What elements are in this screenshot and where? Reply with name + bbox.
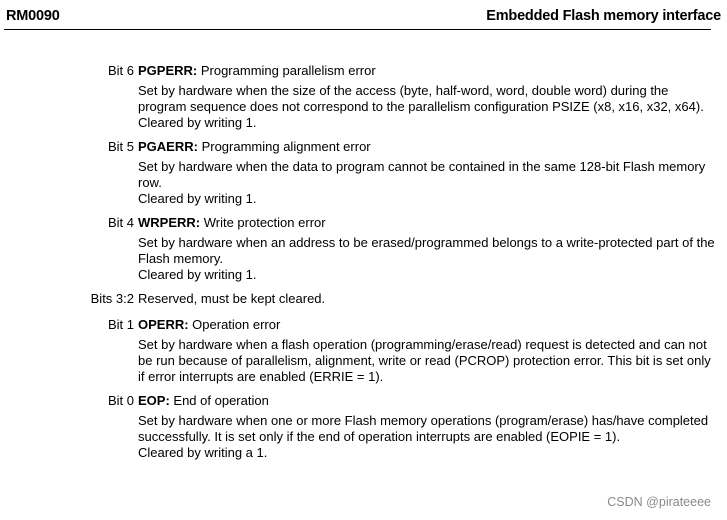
- field-title: Write protection error: [200, 215, 326, 230]
- bit-entry-reserved: [0, 291, 727, 307]
- field-name: PGAERR:: [138, 139, 198, 154]
- watermark: CSDN @pirateeee: [607, 495, 711, 509]
- bit-label: Bit 0: [107, 393, 134, 408]
- bit-title: [138, 139, 727, 155]
- bit-label: Bits 3:2: [90, 291, 134, 306]
- clear-note: Cleared by writing 1.: [138, 267, 257, 282]
- field-name: OPERR:: [138, 317, 189, 332]
- bit-entry-pgaerr: [0, 139, 727, 207]
- bit-entry-operr: [0, 317, 727, 385]
- bit-description: [138, 159, 718, 207]
- header-divider: [4, 29, 711, 30]
- section-title: Embedded Flash memory interface: [486, 8, 721, 24]
- bit-title: [138, 63, 727, 79]
- field-title: Programming alignment error: [197, 139, 371, 154]
- bit-label: Bit 6: [107, 63, 134, 78]
- bit-label: Bit 4: [107, 215, 134, 230]
- field-title: End of operation: [169, 393, 269, 408]
- bit-entry-eop: [0, 393, 727, 461]
- clear-note: Cleared by writing 1.: [138, 191, 257, 206]
- bit-label: Bit 5: [107, 139, 134, 154]
- bit-description: [138, 337, 718, 385]
- bit-title: [138, 215, 727, 231]
- description-text: Set by hardware when the size of the access (byte, half-word, word, double word) during the program sequence does not correspond to the parallelism configuration PSIZE (x8, x16, x32, x64).: [138, 83, 704, 114]
- field-name: WRPERR:: [138, 215, 201, 230]
- register-bit-descriptions: [0, 63, 727, 469]
- clear-note: Cleared by writing 1.: [138, 115, 257, 130]
- reserved-text: Reserved, must be kept cleared.: [138, 291, 326, 306]
- document-id: RM0090: [6, 8, 60, 24]
- bit-label: Bit 1: [107, 317, 134, 332]
- bit-description: [138, 413, 718, 461]
- description-text: Set by hardware when the data to program cannot be contained in the same 128-bit Flash memory row.: [138, 159, 706, 190]
- field-name: EOP:: [138, 393, 170, 408]
- bit-entry-wrperr: [0, 215, 727, 283]
- field-title: Operation error: [188, 317, 281, 332]
- bit-title: [138, 291, 727, 307]
- bit-title: [138, 393, 727, 409]
- bit-entry-pgperr: [0, 63, 727, 131]
- bit-description: [138, 235, 718, 283]
- clear-note: Cleared by writing a 1.: [138, 445, 268, 460]
- page-header: [6, 6, 721, 30]
- field-title: Programming parallelism error: [197, 63, 376, 78]
- description-text: Set by hardware when a flash operation (programming/erase/read) request is detected and can not be run because of parallelism, alignment, write or read (PCROP) protection error. This bit is set only if error interrupts are enabled (ERRIE = 1).: [138, 337, 711, 384]
- bit-description: [138, 83, 718, 131]
- field-name: PGPERR:: [138, 63, 198, 78]
- description-text: Set by hardware when one or more Flash memory operations (program/erase) has/have completed successfully. It is set only if the end of operation interrupts are enabled (EOPIE = 1).: [138, 413, 709, 444]
- bit-title: [138, 317, 727, 333]
- description-text: Set by hardware when an address to be erased/programmed belongs to a write-protected part of the Flash memory.: [138, 235, 715, 266]
